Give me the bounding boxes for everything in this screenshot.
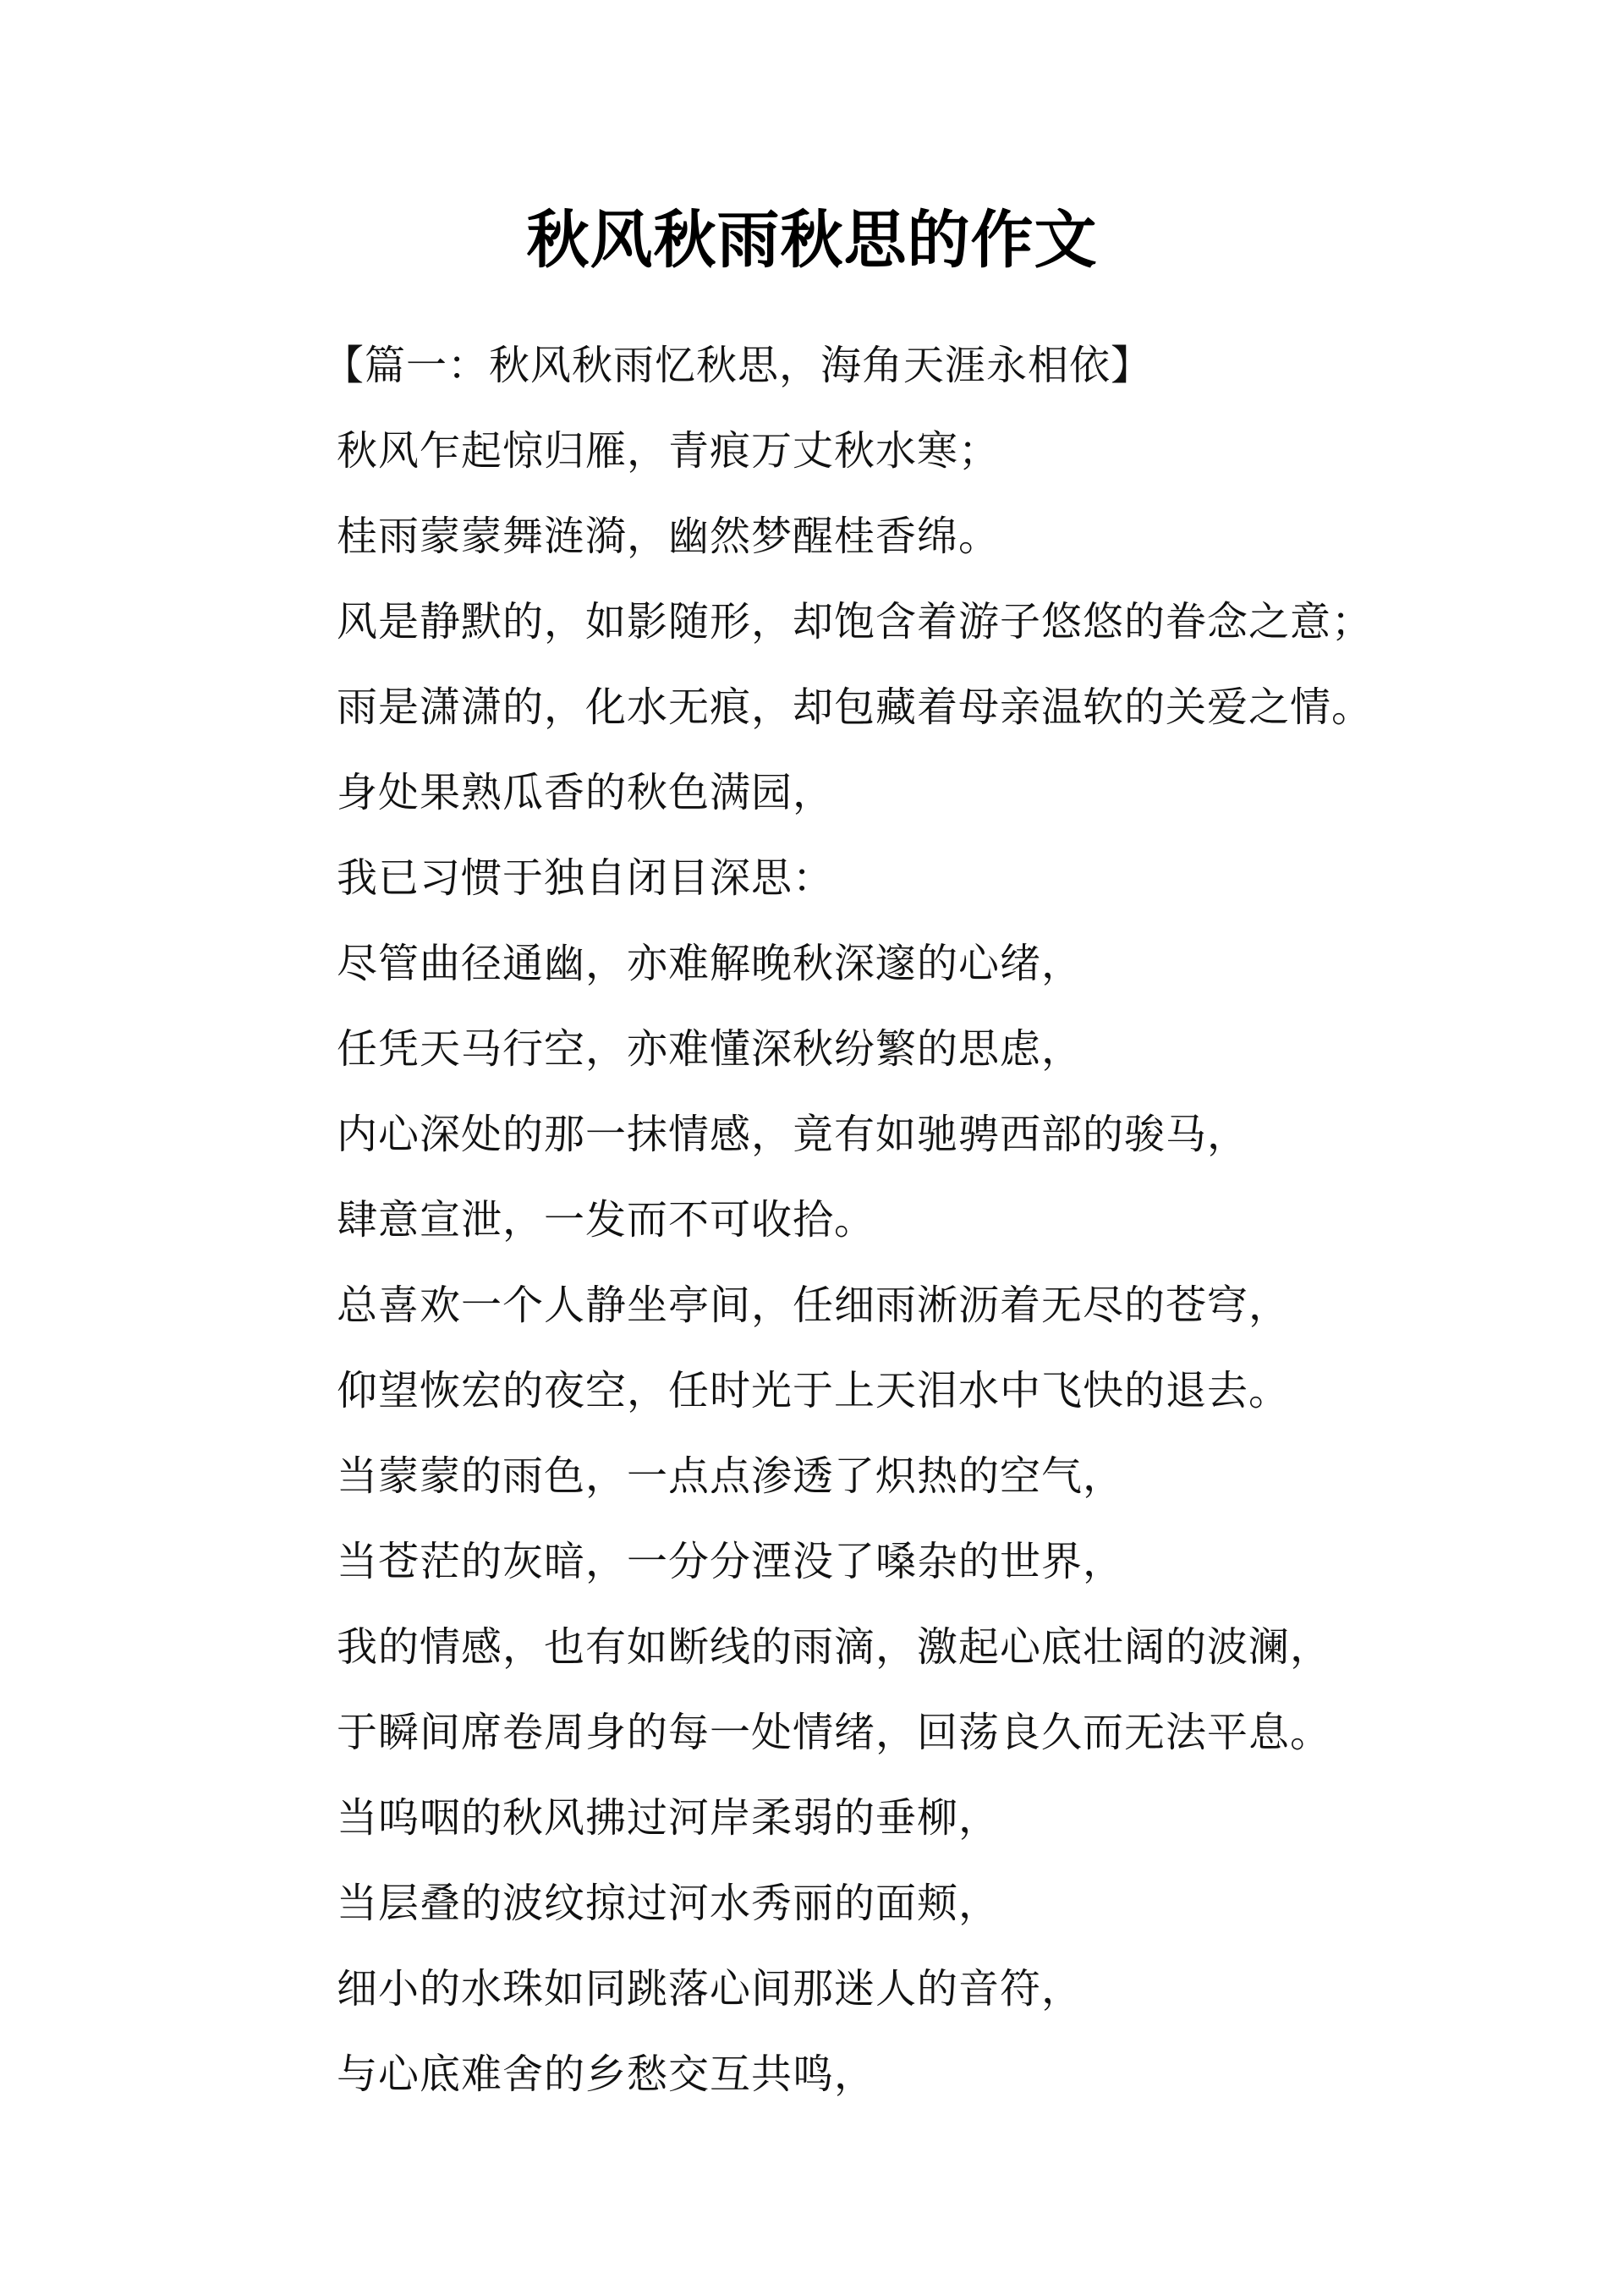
text-line: 总喜欢一个人静坐亭间，任细雨淅沥着无尽的苍穹， [337, 1282, 1291, 1329]
text-line: 于瞬间席卷周身的每一处情绪，回荡良久而无法平息。 [337, 1709, 1332, 1756]
text-line: 我的情感，也有如断线的雨滴，激起心底壮阔的波澜， [337, 1623, 1332, 1671]
text-line: 当呜咽的秋风拂过河岸柔弱的垂柳， [337, 1794, 1001, 1842]
text-line: 尽管曲径通幽，亦难解晚秋深邃的心绪， [337, 940, 1084, 987]
text-line: 任凭天马行空，亦难懂深秋纷繁的思虑， [337, 1025, 1084, 1073]
text-line: 身处果熟瓜香的秋色满园， [337, 769, 835, 816]
text-line: 仰望恢宏的夜空，任时光于上天泪水中飞快的退去。 [337, 1367, 1291, 1414]
text-line: 肆意宣泄，一发而不可收拾。 [337, 1196, 876, 1244]
document-title: 秋风秋雨秋思的作文 [526, 204, 1098, 277]
text-line: 与心底难舍的乡愁交互共鸣， [337, 2051, 876, 2098]
text-line: 细小的水珠如同跳落心间那迷人的音符， [337, 1965, 1084, 2012]
section-heading: 【篇一：秋风秋雨忆秋思，海角天涯永相依】 [323, 342, 1153, 389]
text-line: 内心深处的那一抹情感，竟有如驰骋西部的骏马， [337, 1111, 1249, 1158]
text-line: 风是静默的，如影随形，却饱含着游子悠悠的眷念之意； [337, 598, 1374, 645]
text-line: 当蒙蒙的雨色，一点点渗透了炽热的空气， [337, 1452, 1125, 1500]
text-line: 雨是潇潇的，化水无痕，却包藏着母亲温软的关爱之情。 [337, 684, 1374, 731]
text-line: 秋风乍起惊归雁，青痕万丈秋水寒； [337, 427, 1001, 475]
text-line: 桂雨蒙蒙舞涟漪，幽然梦醒桂香绵。 [337, 513, 1001, 560]
text-line: 我已习惯于独自闭目深思： [337, 854, 835, 902]
text-line: 当层叠的波纹掠过河水秀丽的面颊， [337, 1880, 1001, 1927]
text-line: 当苍茫的灰暗，一分分湮没了嗓杂的世界， [337, 1538, 1125, 1585]
